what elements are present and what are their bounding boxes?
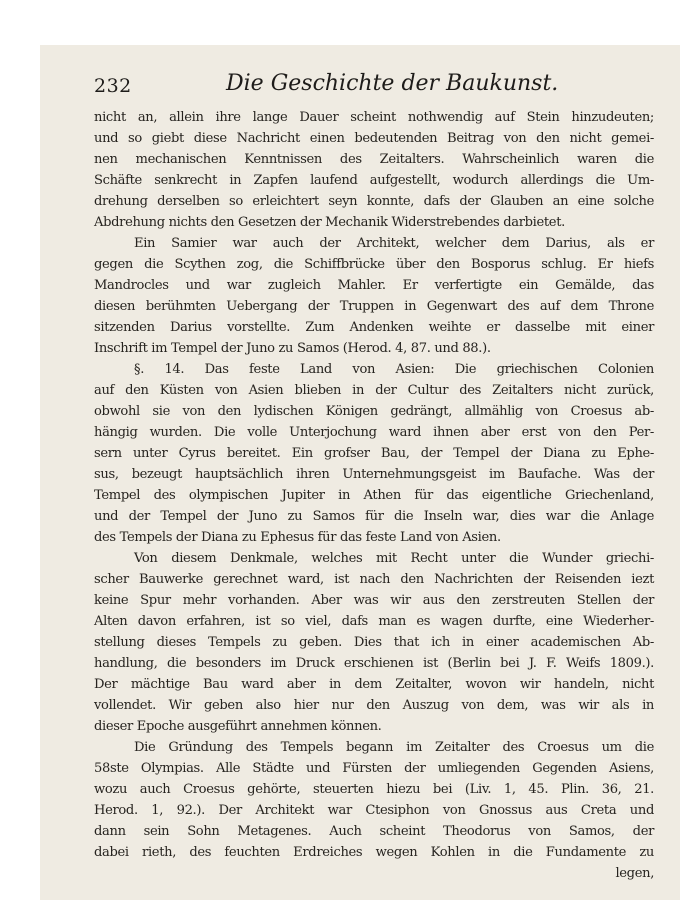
- text-line: Ein Samier war auch der Architekt, welcher dem Darius, als er: [134, 236, 654, 251]
- text-line: sern unter Cyrus bereitet. Ein grofser Bau, der Tempel der Diana zu Ephe-: [94, 446, 654, 461]
- running-title: Die Geschichte der Baukunst.: [226, 71, 559, 96]
- text-line: des Tempels der Diana zu Ephesus für das feste Land von Asien.: [94, 530, 501, 545]
- text-line: Tempel des olympischen Jupiter in Athen für das eigentliche Griechenland,: [94, 488, 654, 503]
- text-line: Herod. 1, 92.). Der Architekt war Ctesiphon von Gnossus aus Creta und: [94, 803, 654, 818]
- text-line: Die Gründung des Tempels begann im Zeitalter des Croesus um die: [134, 740, 654, 755]
- text-line: nicht an, allein ihre lange Dauer scheint nothwendig auf Stein hinzudeuten;: [94, 110, 654, 125]
- book-page: [40, 45, 680, 900]
- text-line: keine Spur mehr vorhanden. Aber was wir aus den zerstreuten Stellen der: [94, 593, 654, 608]
- text-line: hängig wurden. Die volle Unterjochung ward ihnen aber erst von den Per-: [94, 425, 654, 440]
- text-line: dann sein Sohn Metagenes. Auch scheint Theodorus von Samos, der: [94, 824, 654, 839]
- text-line: dabei rieth, des feuchten Erdreiches wegen Kohlen in die Fundamente zu: [94, 845, 654, 860]
- text-line: sus, bezeugt hauptsächlich ihren Unternehmungsgeist im Baufache. Was der: [94, 467, 654, 482]
- text-line: Der mächtige Bau ward aber in dem Zeitalter, wovon wir handeln, nicht: [94, 677, 654, 692]
- text-line: Mandrocles und war zugleich Mahler. Er verfertigte ein Gemälde, das: [94, 278, 654, 293]
- text-line: und der Tempel der Juno zu Samos für die Inseln war, dies war die Anlage: [94, 509, 654, 524]
- text-line: diesen berühmten Uebergang der Truppen in Gegenwart des auf dem Throne: [94, 299, 654, 314]
- page-number: 232: [94, 75, 132, 97]
- text-line: handlung, die besonders im Druck erschienen ist (Berlin bei J. F. Weifs 1809.).: [94, 656, 654, 671]
- text-line: scher Bauwerke gerechnet ward, ist nach den Nachrichten der Reisenden iezt: [94, 572, 654, 587]
- text-line: stellung dieses Tempels zu geben. Dies that ich in einer academischen Ab-: [94, 635, 654, 650]
- text-line: auf den Küsten von Asien blieben in der Cultur des Zeitalters nicht zurück,: [94, 383, 654, 398]
- text-line: Inschrift im Tempel der Juno zu Samos (Herod. 4, 87. und 88.).: [94, 341, 491, 356]
- text-line: wozu auch Croesus gehörte, steuerten hiezu bei (Liv. 1, 45. Plin. 36, 21.: [94, 782, 654, 797]
- text-line: sitzenden Darius vorstellte. Zum Andenken weihte er dasselbe mit einer: [94, 320, 654, 335]
- section-heading-line: §. 14. Das feste Land von Asien: Die griechischen Colonien: [134, 362, 654, 377]
- text-line: vollendet. Wir geben also hier nur den Auszug von dem, was wir als in: [94, 698, 654, 713]
- text-line: nen mechanischen Kenntnissen des Zeitalters. Wahrscheinlich waren die: [94, 152, 654, 167]
- text-line: 58ste Olympias. Alle Städte und Fürsten der umliegenden Gegenden Asiens,: [94, 761, 654, 776]
- text-line: gegen die Scythen zog, die Schiffbrücke über den Bosporus schlug. Er hiefs: [94, 257, 654, 272]
- text-line: Alten davon erfahren, ist so viel, dafs man es wagen durfte, eine Wiederher-: [94, 614, 654, 629]
- text-line: obwohl sie von den lydischen Königen gedrängt, allmählig von Croesus ab-: [94, 404, 654, 419]
- text-line: Abdrehung nichts den Gesetzen der Mechanik Widerstrebendes darbietet.: [94, 215, 565, 230]
- text-line: drehung derselben so erleichtert seyn konnte, dafs der Glauben an eine solche: [94, 194, 654, 209]
- text-line: Schäfte senkrecht in Zapfen laufend aufgestellt, wodurch allerdings die Um-: [94, 173, 654, 188]
- text-line: und so giebt diese Nachricht einen bedeutenden Beitrag von den nicht gemei-: [94, 131, 654, 146]
- text-line: dieser Epoche ausgeführt annehmen können.: [94, 719, 382, 734]
- text-line: Von diesem Denkmale, welches mit Recht unter die Wunder griechi-: [134, 551, 654, 566]
- page-header: [94, 71, 654, 105]
- catchword: legen,: [615, 866, 654, 881]
